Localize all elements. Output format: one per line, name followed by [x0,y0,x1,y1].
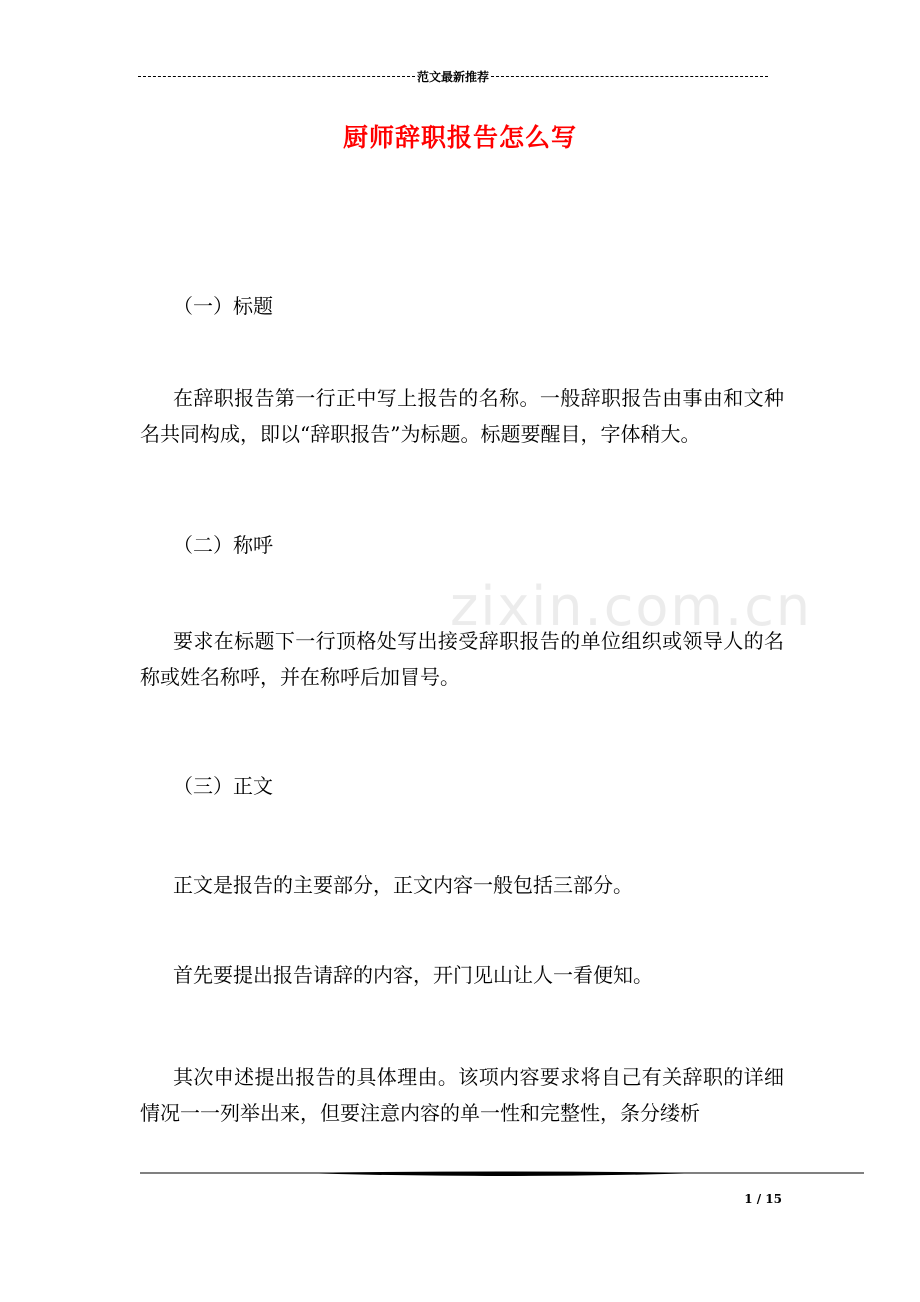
paragraph-4: 首先要提出报告请辞的内容，开门见山让人一看便知。 [173,963,653,987]
section-heading-3: （三）正文 [173,774,273,798]
paragraph-1: 在辞职报告第一行正中写上报告的名称。一般辞职报告由事由和文种名共同构成，即以“辞职报告”为标题。标题要醒目，字体稍大。 [140,386,784,446]
header-label: 范文最新推荐 [417,69,490,84]
paragraph-5: 其次申述提出报告的具体理由。该项内容要求将自己有关辞职的详细情况一一列举出来，但要注意内容的单一性和完整性，条分缕析 [140,1065,784,1125]
page-number: 1 / 15 [744,1192,782,1206]
footer-divider [140,1166,864,1180]
paragraph-3: 正文是报告的主要部分，正文内容一般包括三部分。 [173,873,633,897]
document-title: 厨师辞职报告怎么写 [342,123,577,152]
header-rule [138,66,768,86]
watermark: zixin.com.cn [450,575,813,638]
paragraph-2: 要求在标题下一行顶格处写出接受辞职报告的单位组织或领导人的名称或姓名称呼，并在称呼后加冒号。 [140,629,784,689]
section-heading-2: （二）称呼 [173,533,273,557]
section-heading-1: （一）标题 [173,294,273,318]
header-dashes-right [491,76,768,77]
header-dashes-left [138,76,415,77]
